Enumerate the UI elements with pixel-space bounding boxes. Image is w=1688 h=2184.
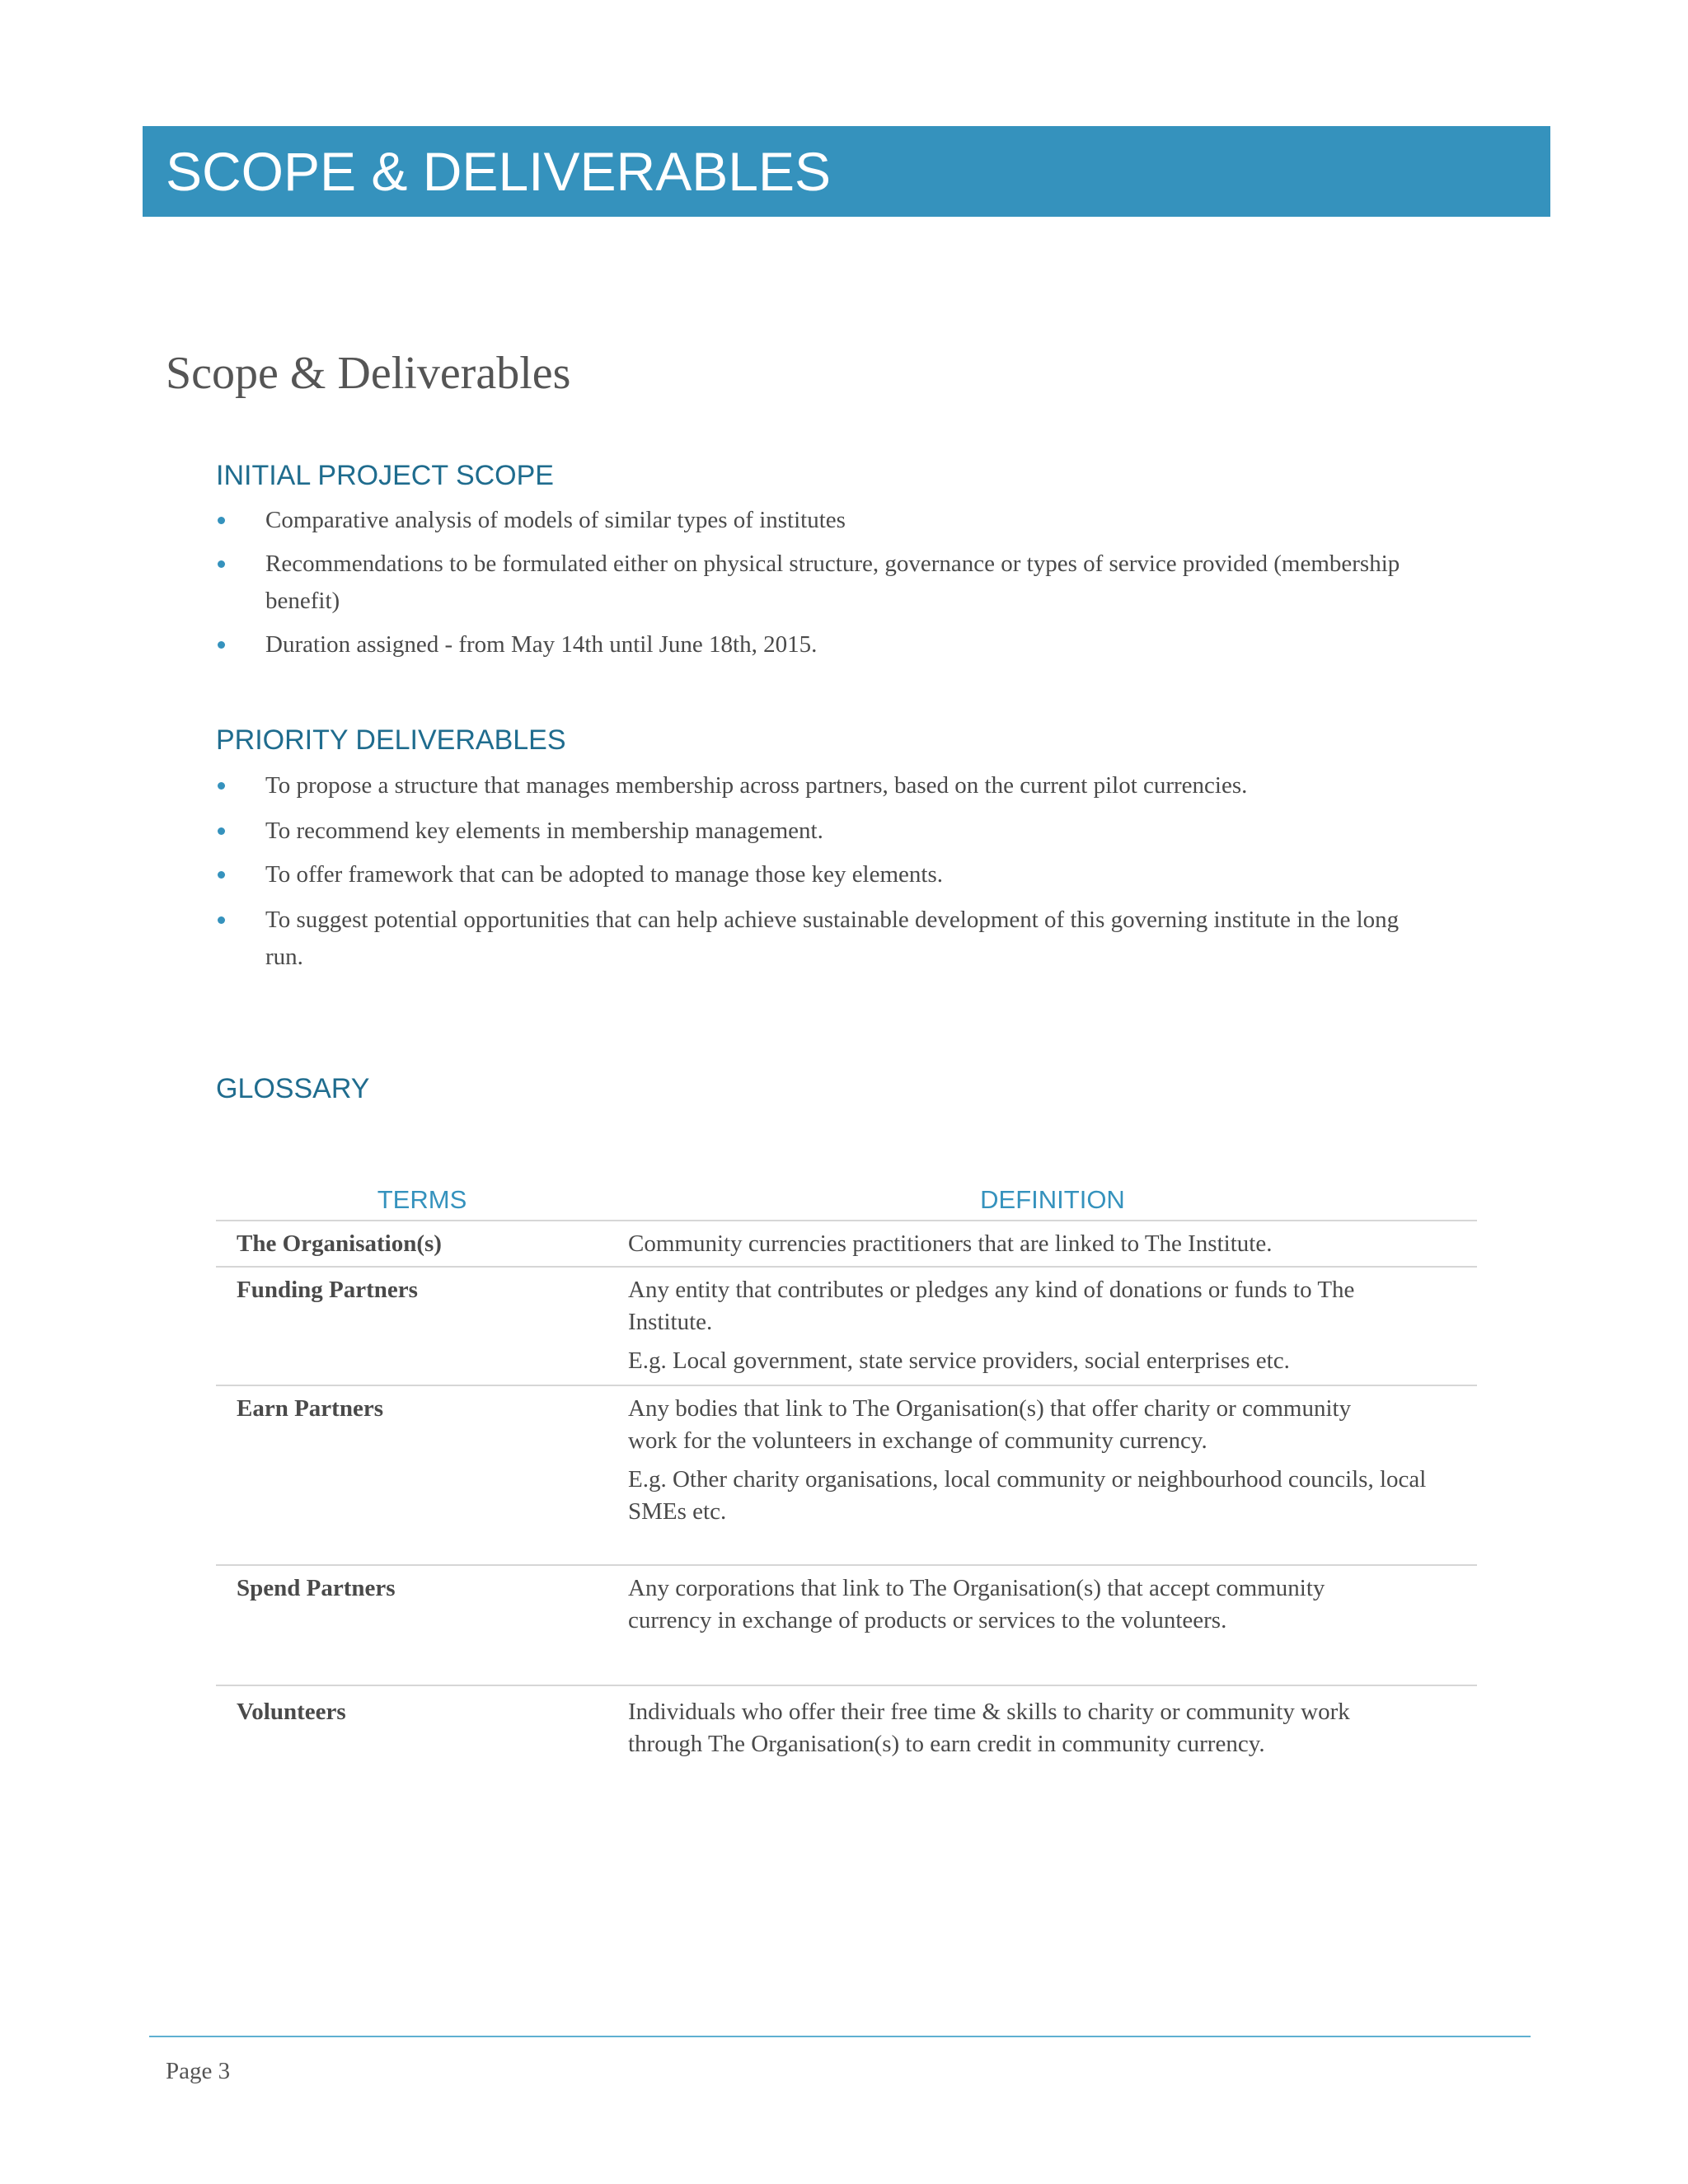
list-item: To recommend key elements in membership management.: [216, 813, 1428, 850]
priority-list: [216, 767, 1428, 976]
list-item: Comparative analysis of models of similar types of institutes: [216, 502, 1436, 539]
list-item: To propose a structure that manages membership across partners, based on the current pilot currencies.: [216, 767, 1428, 804]
scope-heading: INITIAL PROJECT SCOPE: [216, 460, 554, 491]
table-row: [216, 1221, 1477, 1268]
definition-cell: Any corporations that link to The Organisation(s) that accept community currency in exchange of products or services to the volunteers.: [628, 1575, 1325, 1633]
list-item: Recommendations to be formulated either on physical structure, governance or types of service provided (membership benefit): [216, 546, 1436, 620]
glossary-heading: GLOSSARY: [216, 1073, 370, 1104]
term-cell: Spend Partners: [237, 1575, 396, 1601]
definition-header: DEFINITION: [980, 1185, 1125, 1214]
list-item: Duration assigned - from May 14th until June 18th, 2015.: [216, 626, 1436, 663]
glossary-table: [216, 1180, 1477, 1802]
page-number: Page 3: [166, 2058, 231, 2084]
terms-header: TERMS: [377, 1185, 467, 1214]
definition-cell: Any entity that contributes or pledges any kind of donations or funds to The Institute. E.g. Local government, state service providers, social enterprises etc.: [628, 1277, 1355, 1374]
list-item: To suggest potential opportunities that can help achieve sustainable development of this governing institute in the long run.: [216, 902, 1428, 976]
list-item: To offer framework that can be adopted to manage those key elements.: [216, 856, 1428, 893]
table-header: [216, 1180, 1477, 1221]
banner-title: SCOPE & DELIVERABLES: [166, 141, 831, 202]
bullet-icon: [218, 560, 225, 568]
definition-cell: Individuals who offer their free time & skills to charity or community work through The Organisation(s) to earn credit in community currency.: [628, 1699, 1350, 1757]
table-row: [216, 1566, 1477, 1686]
term-cell: Volunteers: [237, 1699, 346, 1725]
table-row: [216, 1268, 1477, 1386]
table-row: [216, 1686, 1477, 1802]
priority-heading: PRIORITY DELIVERABLES: [216, 724, 566, 756]
term-cell: Funding Partners: [237, 1277, 418, 1303]
scope-list: [216, 502, 1436, 663]
bullet-icon: [218, 782, 225, 790]
definition-cell: Community currencies practitioners that are linked to The Institute.: [628, 1230, 1273, 1257]
header-banner: [143, 126, 1550, 217]
table-row: [216, 1386, 1477, 1566]
bullet-icon: [218, 641, 225, 649]
term-cell: Earn Partners: [237, 1395, 383, 1422]
footer-divider: [149, 2036, 1531, 2037]
page-title: Scope & Deliverables: [166, 348, 571, 399]
definition-cell: Any bodies that link to The Organisation(s) that offer charity or community work for the volunteers in exchange of community currency. E.g. Other charity organisations, local community or neighbourhood councils, local SMEs etc.: [628, 1395, 1427, 1525]
bullet-icon: [218, 517, 225, 524]
bullet-icon: [218, 827, 225, 835]
bullet-icon: [218, 871, 225, 879]
term-cell: The Organisation(s): [237, 1230, 442, 1257]
bullet-icon: [218, 916, 225, 924]
